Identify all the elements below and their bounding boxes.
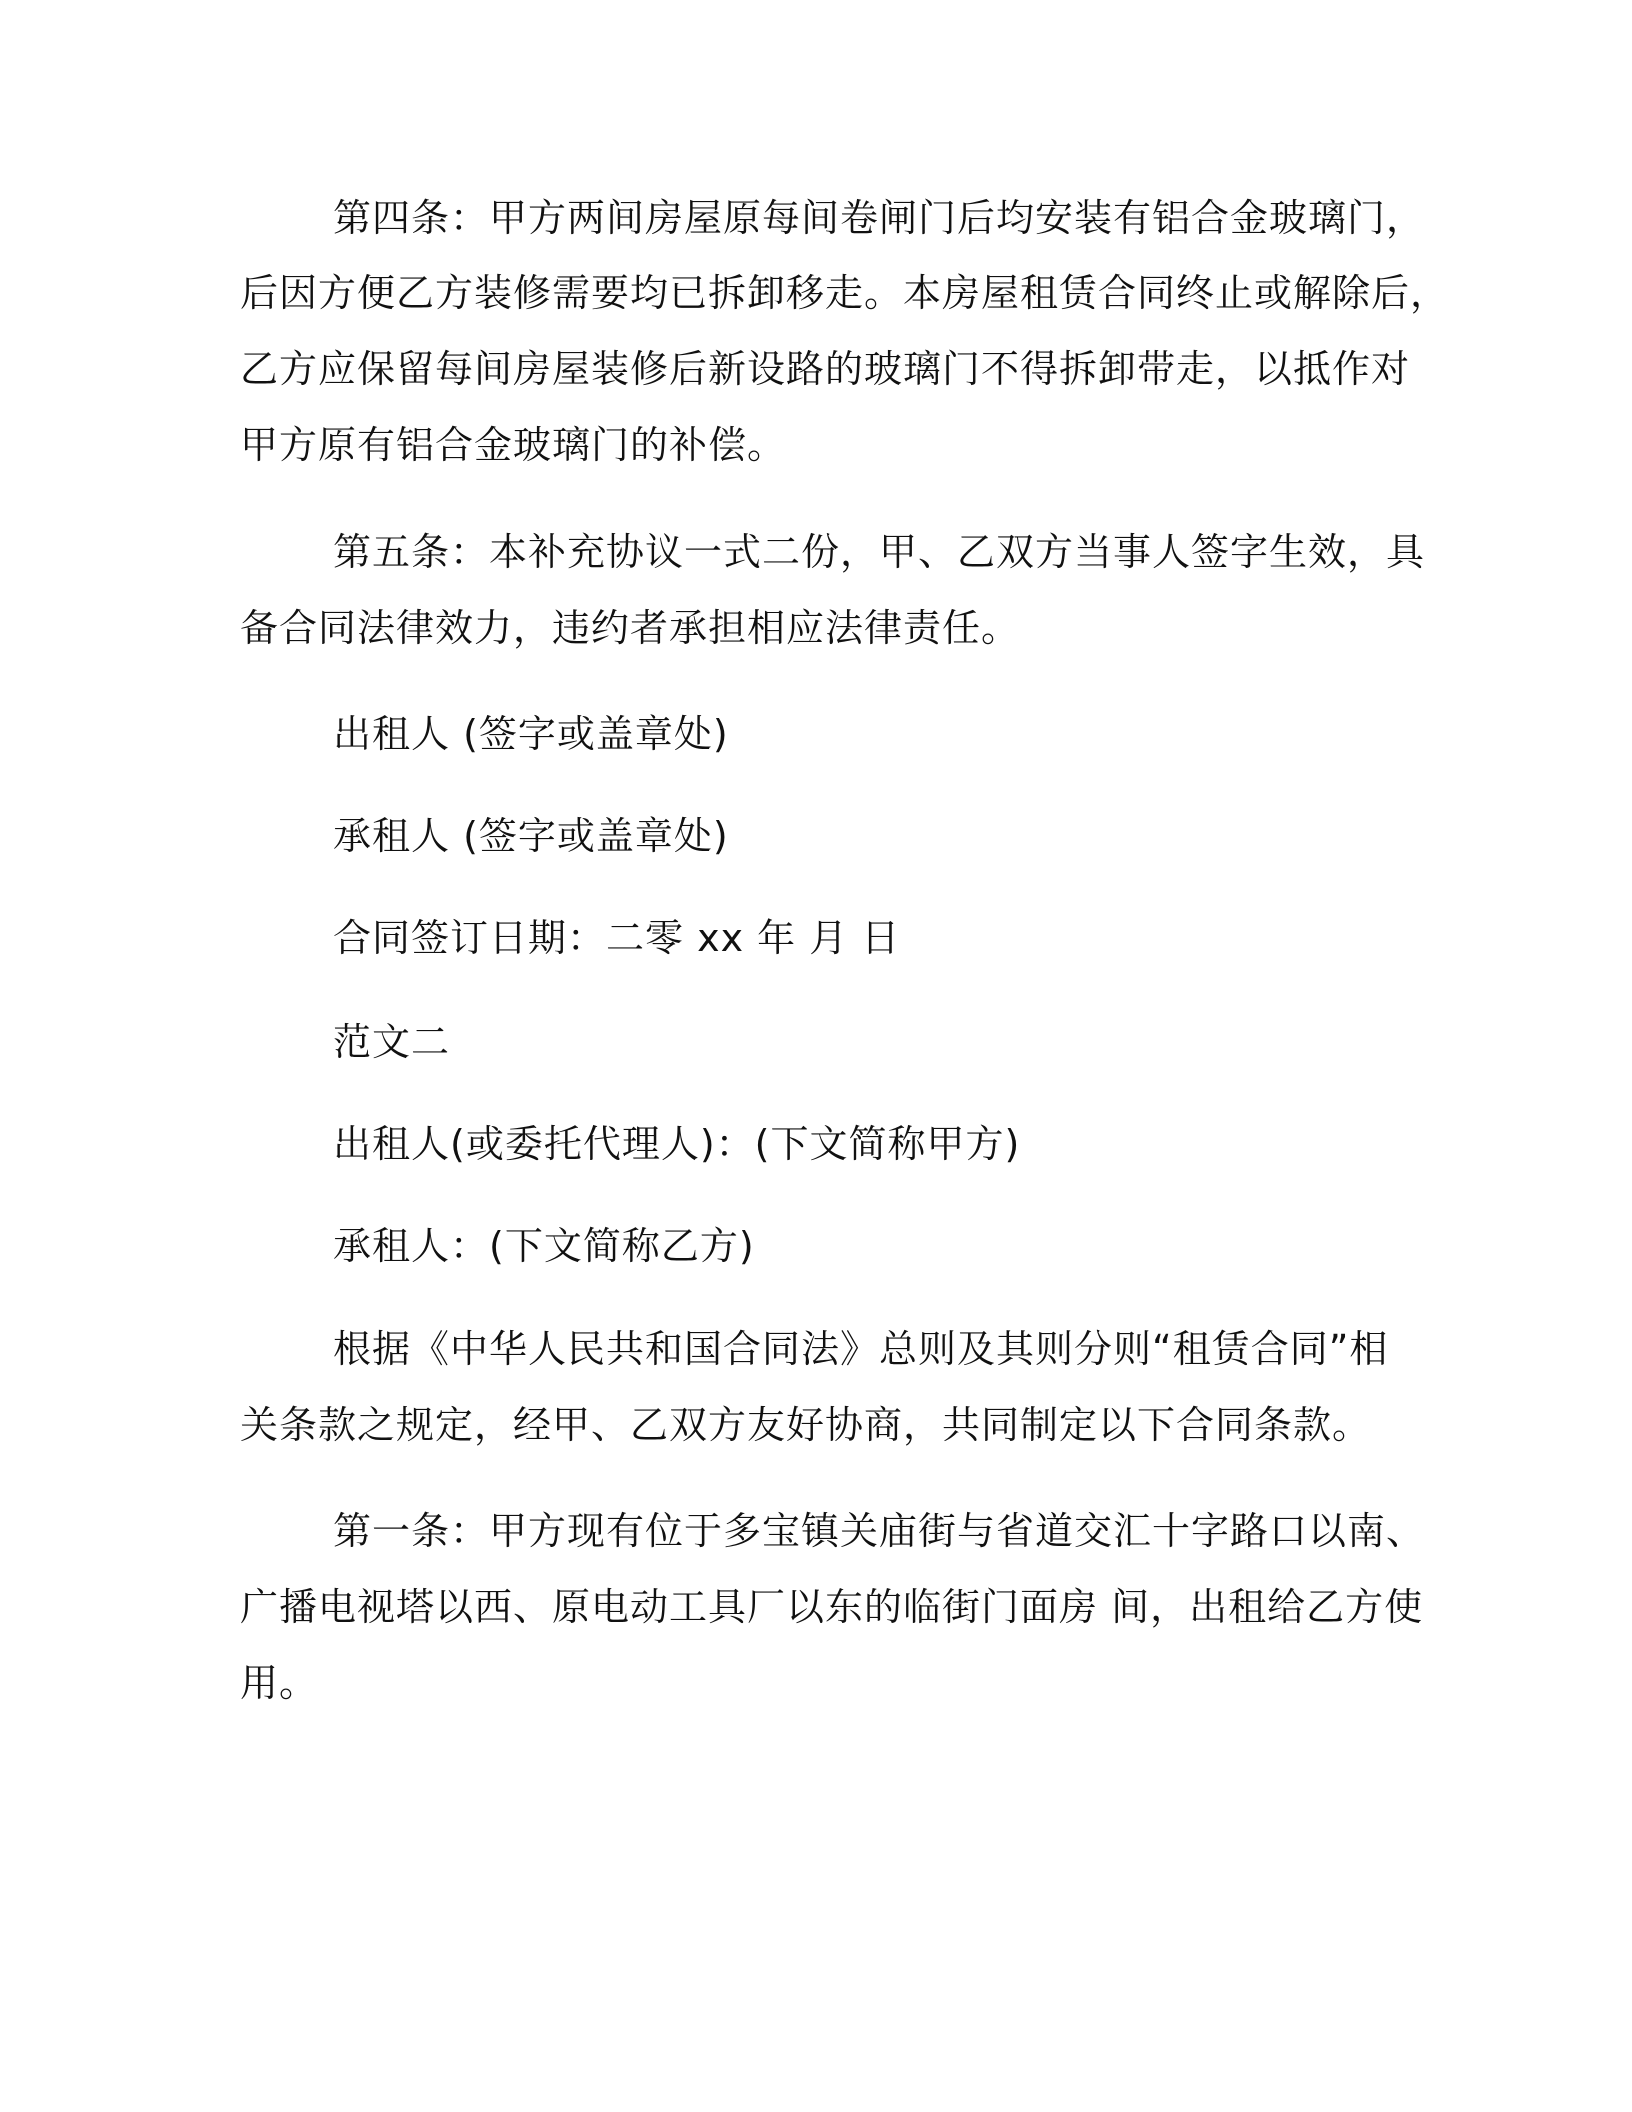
- article-4-line-2: 后因方便乙方装修需要均已拆卸移走。本房屋租赁合同终止或解除后，: [240, 271, 1450, 315]
- preamble-line-2: 关条款之规定，经甲、乙双方友好协商，共同制定以下合同条款。: [240, 1403, 1372, 1447]
- lessor-party-line: 出租人(或委托代理人)：(下文简称甲方): [333, 1122, 1021, 1166]
- article-1-line-3: 用。: [240, 1661, 319, 1705]
- lessee-signature-line: 承租人 (签字或盖章处): [333, 814, 729, 858]
- sample-two-heading: 范文二: [333, 1020, 451, 1064]
- lessor-signature-line: 出租人 (签字或盖章处): [333, 712, 729, 756]
- article-4-line-1: 第四条：甲方两间房屋原每间卷闸门后均安装有铝合金玻璃门，: [333, 196, 1426, 240]
- article-5-line-2: 备合同法律效力，违约者承担相应法律责任。: [240, 606, 1021, 650]
- article-4-line-3: 乙方应保留每间房屋装修后新设路的玻璃门不得拆卸带走，以抵作对: [240, 347, 1411, 391]
- article-5-line-1: 第五条：本补充协议一式二份，甲、乙双方当事人签字生效，具: [333, 530, 1426, 574]
- signing-date-line: 合同签订日期：二零 xx 年 月 日: [333, 916, 901, 960]
- lessee-party-line: 承租人：(下文简称乙方): [333, 1224, 755, 1268]
- article-1-line-1: 第一条：甲方现有位于多宝镇关庙街与省道交汇十字路口以南、: [333, 1509, 1426, 1553]
- article-4-line-4: 甲方原有铝合金玻璃门的补偿。: [240, 423, 787, 467]
- article-1-line-2: 广播电视塔以西、原电动工具厂以东的临街门面房 间，出租给乙方使: [240, 1585, 1424, 1629]
- preamble-line-1: 根据《中华人民共和国合同法》总则及其则分则“租赁合同”相: [333, 1327, 1389, 1371]
